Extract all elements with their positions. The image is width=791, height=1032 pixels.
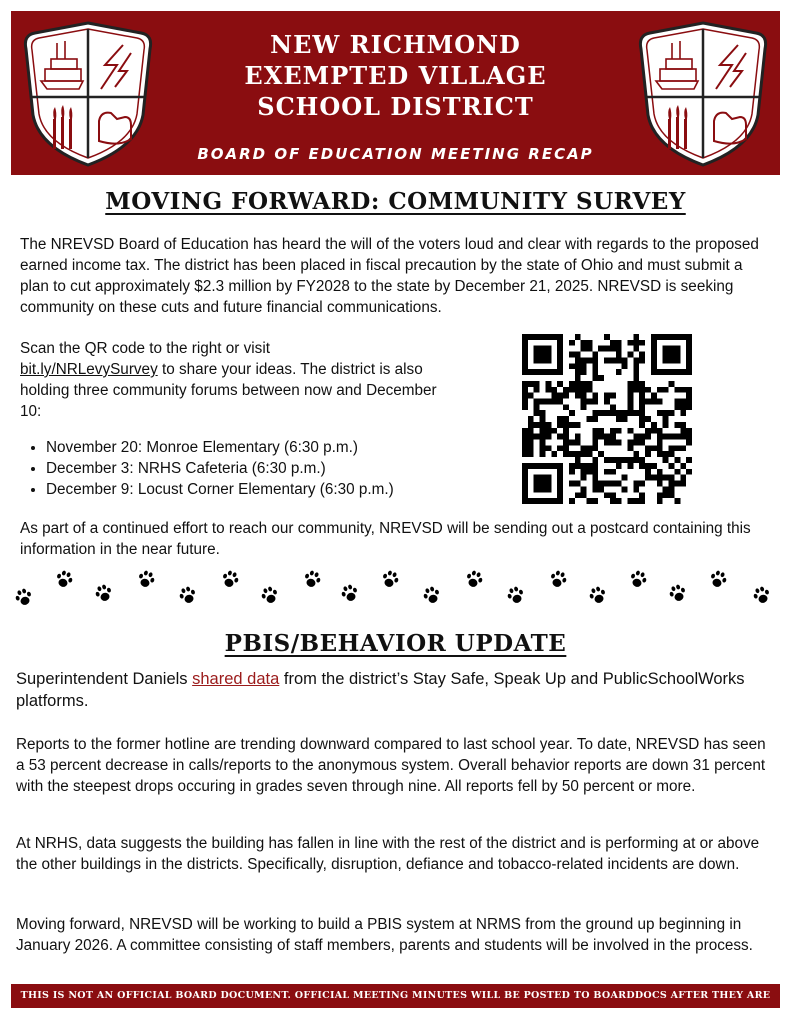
postcard-note: As part of a continued effort to reach our community, NREVSD will be sending out a postcard containing this information in the near future. bbox=[20, 520, 751, 558]
survey-scan-text bbox=[20, 338, 440, 422]
paw-print-icon bbox=[136, 569, 156, 589]
footer-disclaimer: THIS IS NOT AN OFFICIAL BOARD DOCUMENT. OFFICIAL MEETING MINUTES WILL BE POSTED TO BOARDDOCS AFTER THEY ARE APPROVED. bbox=[11, 984, 780, 1008]
pbis-hotline-paragraph: Reports to the former hotline are trending downward compared to last school year. To date, NREVSD has seen a 53 percent decrease in calls/reports to the anonymous system. Overall behavior reports are down 31 percent with the steepest drops occuring in grades seven through nine. All reports fell by 50 percent or more. bbox=[16, 736, 766, 795]
shared-data-link[interactable]: shared data bbox=[192, 670, 280, 688]
district-crest-right bbox=[634, 19, 772, 169]
pbis-intro-after: from the district’s Stay Safe, Speak Up and PublicSchoolWorks platforms. bbox=[16, 670, 745, 710]
title-line-3: SCHOOL DISTRICT bbox=[257, 92, 534, 121]
pbis-heading: PBIS/BEHAVIOR UPDATE bbox=[224, 630, 567, 657]
district-title bbox=[181, 29, 610, 122]
paw-print-icon bbox=[340, 583, 360, 603]
survey-intro: The NREVSD Board of Education has heard the will of the voters loud and clear with regards to the proposed earned income tax. The district has been placed in fiscal precaution by the state of Ohio and must submit a plan to cut approximately $2.3 million by FY2028 to the state by December 21, 2025. NREVSD is seeking community on these cuts and future financial communications. bbox=[20, 236, 759, 316]
scan-text-after: to share your ideas. The district is also holding three community forums between now and December 10: bbox=[20, 361, 437, 420]
paw-print-icon bbox=[54, 569, 74, 589]
survey-link[interactable]: bit.ly/NRLevySurvey bbox=[20, 361, 158, 378]
paw-print-icon bbox=[380, 569, 400, 589]
paw-print-icon bbox=[14, 587, 34, 607]
district-crest-left bbox=[19, 19, 157, 169]
paw-print-icon bbox=[260, 585, 280, 605]
survey-qr-code[interactable] bbox=[522, 334, 692, 504]
paw-print-icon bbox=[94, 583, 114, 603]
title-line-1: NEW RICHMOND bbox=[270, 30, 521, 59]
pbis-intro bbox=[16, 668, 776, 712]
torch-icon bbox=[668, 105, 687, 149]
paw-print-divider bbox=[0, 568, 791, 610]
paw-print-icon bbox=[668, 583, 688, 603]
list-item: • December 9: Locust Corner Elementary (6:30 p.m.) bbox=[46, 479, 394, 500]
paw-print-icon bbox=[506, 585, 526, 605]
survey-heading: MOVING FORWARD: COMMUNITY SURVEY bbox=[105, 188, 686, 215]
title-line-2: EXEMPTED VILLAGE bbox=[244, 61, 547, 90]
paw-print-icon bbox=[464, 569, 484, 589]
scan-text-before: Scan the QR code to the right or visit bbox=[20, 340, 270, 357]
paw-print-icon bbox=[220, 569, 240, 589]
forum-events-list bbox=[20, 437, 394, 500]
paw-print-icon bbox=[588, 585, 608, 605]
pbis-nrhs-paragraph: At NRHS, data suggests the building has fallen in line with the rest of the district and is performing at or above the other buildings in the districts. Specifically, disruption, defiance and tobacco-related incidents are down. bbox=[16, 835, 760, 873]
list-item: • November 20: Monroe Elementary (6:30 p.m.) bbox=[46, 437, 394, 458]
paw-print-icon bbox=[548, 569, 568, 589]
paw-print-icon bbox=[752, 585, 772, 605]
paw-print-icon bbox=[302, 569, 322, 589]
torch-icon bbox=[53, 105, 72, 149]
pbis-nrms-paragraph: Moving forward, NREVSD will be working to build a PBIS system at NRMS from the ground up beginning in January 2026. A committee consisting of staff members, parents and students will be involved in the process. bbox=[16, 916, 753, 954]
list-item: • December 3: NRHS Cafeteria (6:30 p.m.) bbox=[46, 458, 394, 479]
paw-print-icon bbox=[422, 585, 442, 605]
meeting-recap-subtitle: BOARD OF EDUCATION MEETING RECAP bbox=[197, 145, 594, 163]
pbis-intro-before: Superintendent Daniels bbox=[16, 670, 193, 688]
paw-print-icon bbox=[708, 569, 728, 589]
header-banner bbox=[11, 11, 780, 175]
paw-print-icon bbox=[178, 585, 198, 605]
paw-print-icon bbox=[628, 569, 648, 589]
